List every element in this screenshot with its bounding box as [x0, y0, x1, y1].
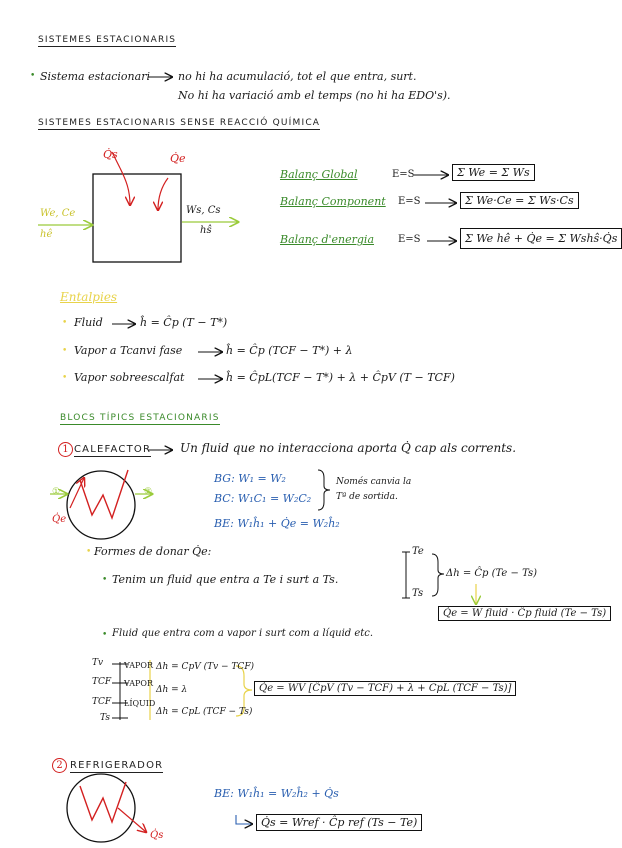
- refrigerador-be: BE: W₁ĥ₁ = W₂ĥ₂ + Q̇s: [214, 787, 339, 800]
- refrigerador-number: 2: [52, 758, 67, 773]
- dh-liquid: Δh = CpL (TCF − Ts): [156, 707, 253, 717]
- definition-line-1: no hi ha acumulació, tot el que entra, surt.: [178, 70, 417, 83]
- enthalpy-vapor-cf-label: Vapor a Tcanvi fase: [74, 344, 183, 357]
- qe-arrow: [158, 178, 168, 210]
- diagram-qs-label: Q̇s: [103, 148, 118, 161]
- diagram-qe-label: Q̇e: [170, 152, 186, 165]
- calefactor-be: BE: W₁ĥ₁ + Q̇e = W₂ĥ₂: [214, 517, 340, 530]
- calefactor-note-1: Només canvia la: [336, 477, 412, 487]
- diagram-out-h: hŝ: [200, 225, 212, 236]
- calefactor-number: 1: [58, 442, 73, 457]
- enthalpy-vapor-sob-label: Vapor sobreescalfat: [74, 371, 185, 384]
- calefactor-in-port: ①: [52, 487, 61, 497]
- calefactor-out-port: ②: [144, 487, 153, 497]
- refrigerador-qs-label: Q̇s: [150, 830, 164, 841]
- dh-lambda: Δh = λ: [156, 685, 188, 695]
- refrigerador-title: REFRIGERADOR: [70, 760, 164, 771]
- enthalpy-fluid-label: Fluid: [74, 316, 103, 329]
- bullet-dot: •: [62, 318, 68, 328]
- zone-vapor-2: VAPOR: [124, 679, 153, 688]
- heading-sistemes-sense-reaccio: SISTEMES ESTACIONARIS SENSE REACCIÓ QUÍMICA: [38, 118, 321, 128]
- calefactor-title: CALEFACTOR: [74, 444, 152, 455]
- calefactor-case-2: Fluid que entra com a vapor i surt com a líquid etc.: [112, 628, 374, 639]
- calefactor-note-2: Tª de sortida.: [336, 492, 398, 502]
- diagram-in-flow: We, Ce: [40, 208, 76, 219]
- calefactor-qe-box-1: Q̇e = W fluid · Ĉp fluid (Te − Ts): [438, 606, 611, 621]
- heading-entalpies: Entalpies: [60, 290, 118, 304]
- bullet-dot: •: [86, 547, 92, 557]
- balance-global-eq: Σ We = Σ Ws: [452, 164, 535, 181]
- diagram-in-h: hê: [40, 229, 53, 240]
- level-tv: Tv: [92, 658, 104, 668]
- bullet-dot: •: [30, 71, 36, 81]
- balance-energy-cond: E=S: [398, 234, 421, 245]
- bullet-dot: •: [102, 630, 108, 640]
- definition-line-2: No hi ha variació amb el temps (no hi ha EDO's).: [178, 89, 451, 102]
- calefactor-ts: Ts: [412, 588, 424, 599]
- balance-energy-eq: Σ We hê + Q̇e = Σ Wshŝ·Q̇s: [460, 228, 622, 249]
- level-tcf-1: TCF: [92, 677, 112, 687]
- refrigerador-coil: [80, 782, 126, 822]
- balance-global-name: Balanç Global: [280, 168, 358, 181]
- calefactor-formes: Formes de donar Q̇e:: [94, 545, 212, 558]
- balance-global-cond: E=S: [392, 169, 415, 180]
- zone-vapor-1: VAPOR: [124, 661, 153, 670]
- system-box: [93, 174, 181, 262]
- balance-component-cond: E=S: [398, 196, 421, 207]
- level-tcf-2: TCF: [92, 697, 112, 707]
- heading-blocs-tipics: BLOCS TÍPICS ESTACIONARIS: [60, 413, 220, 423]
- level-ts: Ts: [100, 713, 110, 723]
- definition-term: Sistema estacionari: [40, 70, 150, 83]
- heading-sistemes-estacionaris: SISTEMES ESTACIONARIS: [38, 35, 177, 45]
- enthalpy-fluid-eq: ĥ = Ĉp (T − T*): [140, 316, 228, 329]
- calefactor-desc: Un fluid que no interacciona aporta Q̇ cap als corrents.: [180, 441, 517, 455]
- calefactor-qe-box-2: Q̇e = WV [ĈpV (Tv − TCF) + λ + CpL (TCF − Ts)]: [254, 681, 516, 696]
- balance-energy-name: Balanç d'energia: [280, 233, 375, 246]
- refrigerador-qs-box: Q̇s = Wref · Ĉp ref (Ts − Te): [256, 814, 422, 831]
- balance-component-eq: Σ We·Ce = Σ Ws·Cs: [460, 192, 579, 209]
- calefactor-qe-label: Q̇e: [52, 514, 67, 525]
- zone-liquid: LÍQUID: [124, 699, 156, 708]
- dh-vapor: Δh = CpV (Tv − TCF): [156, 662, 255, 672]
- calefactor-bc: BC: W₁C₁ = W₂C₂: [214, 492, 312, 505]
- bullet-dot: •: [62, 373, 68, 383]
- enthalpy-vapor-sob-eq: ĥ = ĈpL(TCF − T*) + λ + ĈpV (T − TCF): [226, 371, 455, 384]
- calefactor-dh: Δh = Ĉp (Te − Ts): [446, 568, 538, 579]
- bullet-dot: •: [62, 346, 68, 356]
- enthalpy-vapor-cf-eq: ĥ = Ĉp (TCF − T*) + λ: [226, 344, 353, 357]
- diagram-out-flow: Ws, Cs: [186, 205, 221, 216]
- balance-component-name: Balanç Component: [280, 195, 386, 208]
- calefactor-case-1: Tenim un fluid que entra a Te i surt a Ts.: [112, 573, 339, 586]
- calefactor-te: Te: [412, 546, 424, 557]
- calefactor-bg: BG: W₁ = W₂: [214, 472, 286, 485]
- bullet-dot: •: [102, 575, 108, 585]
